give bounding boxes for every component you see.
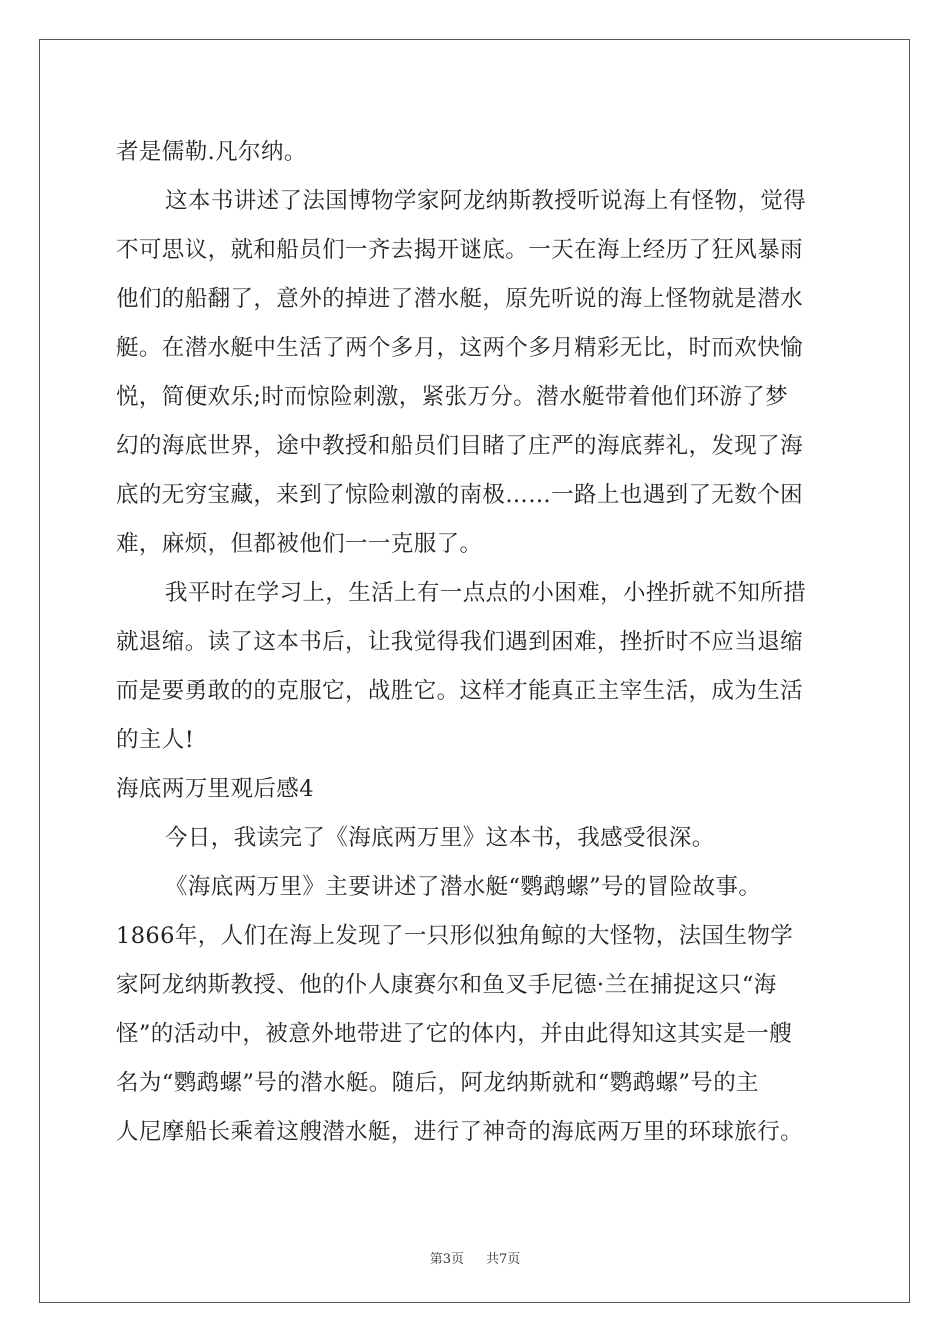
text-line: 《海底两万里》主要讲述了潜水艇“鹦鹉螺”号的冒险故事。 <box>165 874 762 900</box>
text-line: 这本书讲述了法国博物学家阿龙纳斯教授听说海上有怪物，觉得 <box>165 188 807 214</box>
text-line: 我平时在学习上，生活上有一点点的小困难，小挫折就不知所措 <box>165 580 807 606</box>
text-line: 他们的船翻了，意外的掉进了潜水艇，原先听说的海上怪物就是潜水 <box>116 286 804 312</box>
text-line: 1866年，人们在海上发现了一只形似独角鲸的大怪物，法国生物学 <box>116 923 794 949</box>
text-line: 难，麻烦，但都被他们一一克服了。 <box>116 531 483 557</box>
text-line: 家阿龙纳斯教授、他的仆人康赛尔和鱼叉手尼德·兰在捕捉这只“海 <box>116 972 777 998</box>
text-line: 名为“鹦鹉螺”号的潜水艇。随后，阿龙纳斯就和“鹦鹉螺”号的主 <box>116 1070 760 1096</box>
text-line: 今日，我读完了《海底两万里》这本书，我感受很深。 <box>165 825 715 851</box>
text-line: 就退缩。读了这本书后，让我觉得我们遇到困难，挫折时不应当退缩 <box>116 629 804 655</box>
document-body <box>116 128 836 1157</box>
text-line: 的主人! <box>116 727 195 753</box>
text-line: 不可思议，就和船员们一齐去揭开谜底。一天在海上经历了狂风暴雨 <box>116 237 804 263</box>
page-footer <box>0 1248 950 1267</box>
text-line: 而是要勇敢的的克服它，战胜它。这样才能真正主宰生活，成为生活 <box>116 678 804 704</box>
text-line: 怪”的活动中，被意外地带进了它的体内，并由此得知这其实是一艘 <box>116 1021 793 1047</box>
page-total: 共7页 <box>486 1252 521 1267</box>
section-heading: 海底两万里观后感4 <box>116 776 314 802</box>
text-line: 艇。在潜水艇中生活了两个多月，这两个多月精彩无比，时而欢快愉 <box>116 335 804 361</box>
text-line: 人尼摩船长乘着这艘潜水艇，进行了神奇的海底两万里的环球旅行。 <box>116 1119 804 1145</box>
text-line: 幻的海底世界，途中教授和船员们目睹了庄严的海底葬礼，发现了海 <box>116 433 804 459</box>
text-line: 底的无穷宝藏，来到了惊险刺激的南极……一路上也遇到了无数个困 <box>116 482 804 508</box>
page-number: 第3页 <box>429 1252 464 1267</box>
text-line: 悦，简便欢乐;时而惊险刺激，紧张万分。潜水艇带着他们环游了梦 <box>116 384 789 410</box>
text-line: 者是儒勒.凡尔纳。 <box>116 139 307 165</box>
